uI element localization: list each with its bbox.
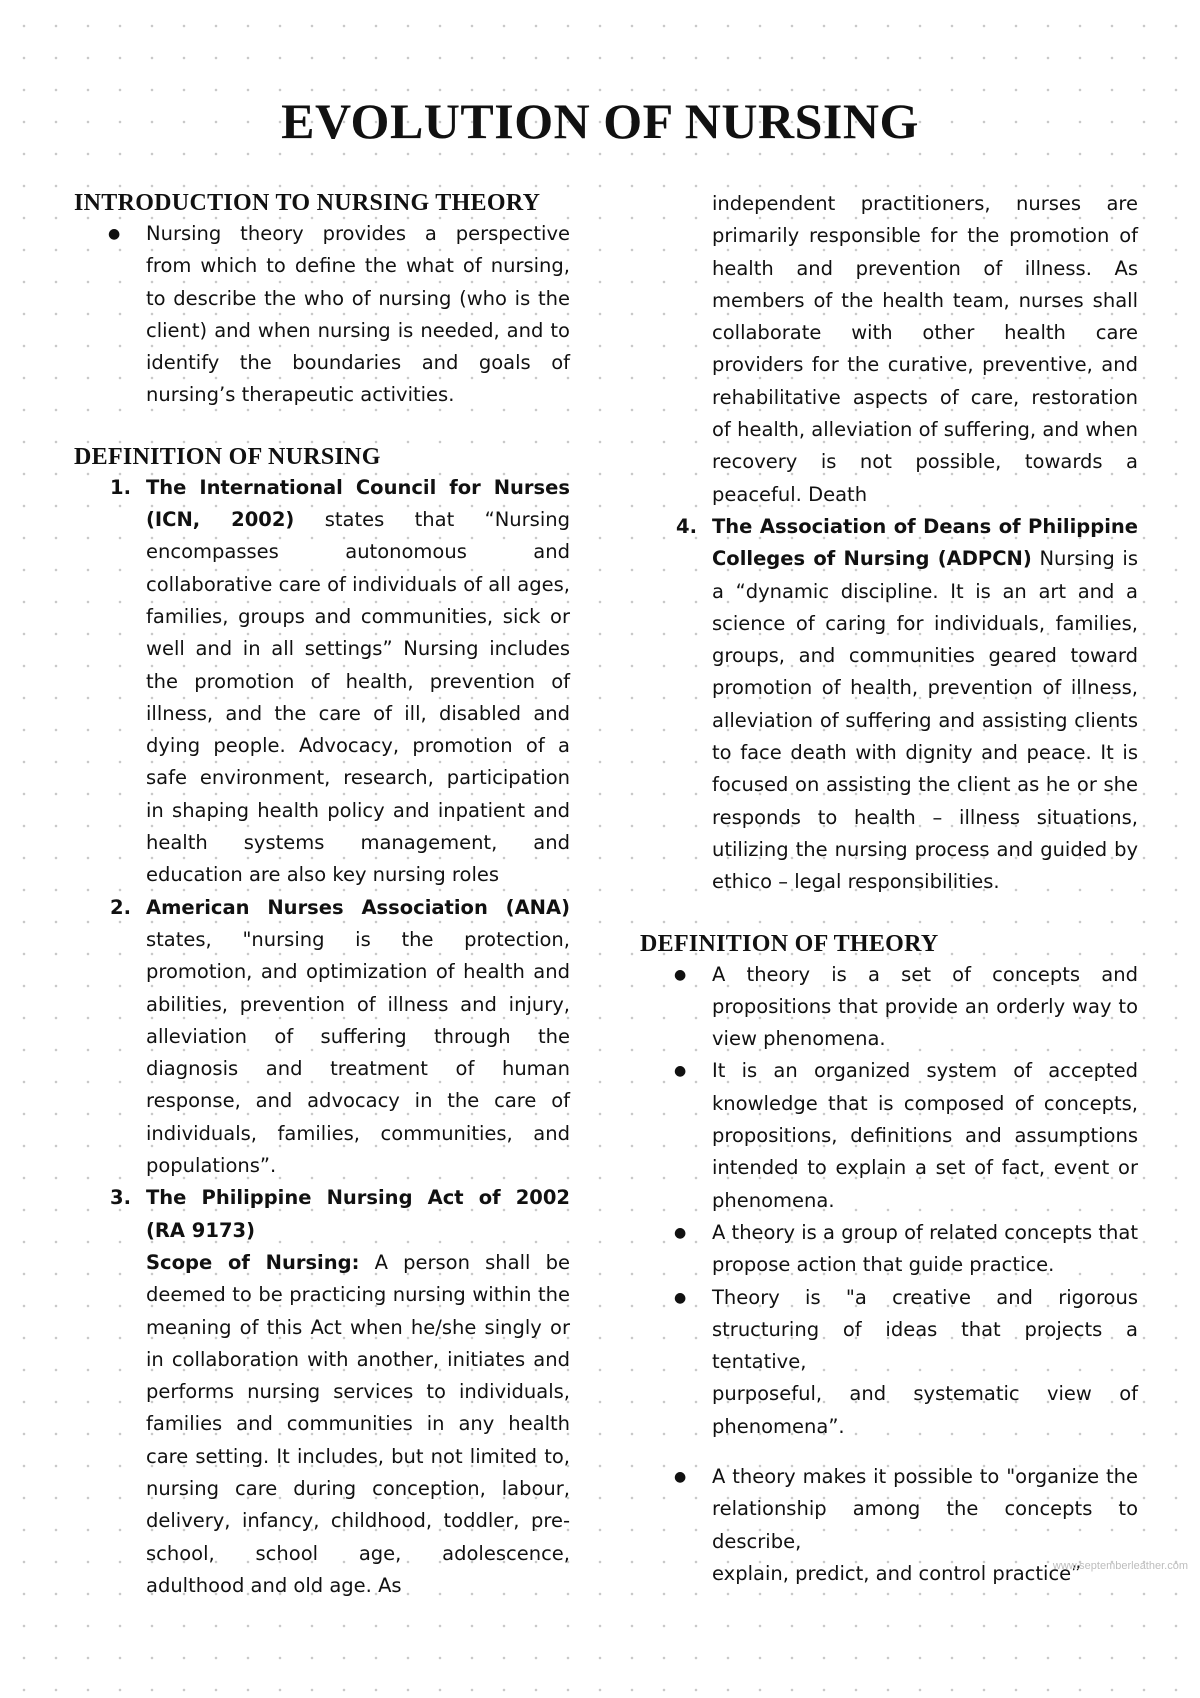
list-number: 3. <box>110 1186 131 1210</box>
definition-source: The Association of Deans of Philippine Colleges of Nursing (ADPCN) <box>712 514 1138 571</box>
definition-nursing-heading: DEFINITION OF NURSING <box>74 443 381 470</box>
list-number: 1. <box>110 475 131 499</box>
definition-text-continued: independent practitioners, nurses are primarily responsible for the promotion of health and prevention of illness. As members of the health team, nurses shall collaborate with other health care providers for the curative, preventive, and rehabilitative aspects of care, restoration of health, alleviation of suffering, and when recovery is not possible, towards a peaceful. Death <box>712 192 1138 506</box>
page-title: EVOLUTION OF NURSING <box>281 93 919 149</box>
definition-nursing-list <box>74 472 570 1602</box>
intro-bullet: ● Nursing theory provides a perspective from which to define the what of nursing, to describe the who of nursing (who is the client) and when nursing is needed, and to identify the boundaries and goals of nursing’s therapeutic activities. <box>74 218 570 412</box>
definition-theory-list <box>640 959 1138 1443</box>
theory-bullet-continuation: purposeful, and systematic view of phenomena”. <box>712 1382 1138 1438</box>
definition-text: states that “Nursing encompasses autonomous and collaborative care of individuals of all ages, families, groups and communities, sick or well and in all settings” Nursing includes the promotion of health, prevention of illness, and the care of ill, disabled and dying people. Advocacy, promotion of a safe environment, research, participation in shaping health policy and inpatient and health systems management, and education are also key nursing roles <box>146 508 570 887</box>
left-column <box>74 188 570 1602</box>
definition-source: The International Council for Nurses (ICN, 2002) <box>146 475 570 532</box>
theory-bullet-text: A theory makes it possible to "organize the relationship among the concepts to describe, <box>712 1464 1138 1553</box>
watermark: www.septemberleather.com <box>1052 1560 1188 1572</box>
definition-text: A person shall be deemed to be practicing nursing within the meaning of this Act when he/she singly or in collaboration with another, initiates and performs nursing services to individuals, families and communities in any health care setting. It includes, but not limited to, nursing care during conception, labour, delivery, infancy, childhood, toddler, pre-school, school age, adolescence, adulthood and old age. As <box>146 1250 570 1597</box>
theory-bullet: ● A theory is a set of concepts and propositions that provide an orderly way to view phenomena. <box>640 959 1138 1056</box>
definition-item-adpcn <box>640 511 1138 899</box>
definition-item-ana <box>74 892 570 1183</box>
theory-bullet: ● It is an organized system of accepted knowledge that is composed of concepts, propositions, definitions and assumptions intended to explain a set of fact, event or phenomena. <box>640 1055 1138 1216</box>
intro-bullet-list <box>74 218 570 412</box>
list-number: 4. <box>676 514 697 538</box>
definition-text: states, "nursing is the protection, promotion, and optimization of health and abilities, prevention of illness and injury, alleviation of suffering through the diagnosis and treatment of human response, and advocacy in the care of individuals, families, communities, and populations”. <box>146 927 570 1178</box>
theory-bullet: ● A theory is a group of related concepts that propose action that guide practice. <box>640 1217 1138 1282</box>
definition-text: Nursing is a “dynamic discipline. It is an art and a science of caring for individuals, families, groups, and communities geared toward promotion of health, prevention of illness, alleviation of suffering and assisting clients to face death with dignity and peace. It is focused on assisting the client as he or she responds to health – illness situations, utilizing the nursing process and guided by ethico – legal responsibilities. <box>712 547 1138 894</box>
definition-item-ra9173 <box>74 1182 570 1602</box>
intro-heading: INTRODUCTION TO NURSING THEORY <box>74 190 541 216</box>
definition-source: American Nurses Association (ANA) <box>146 895 570 919</box>
definition-nursing-list-continued <box>640 511 1138 899</box>
list-number: 2. <box>110 895 131 919</box>
definition-theory-heading: DEFINITION OF THEORY <box>640 930 939 957</box>
right-column <box>640 188 1138 1590</box>
definition-source: The Philippine Nursing Act of 2002 (RA 9173) <box>146 1186 570 1242</box>
scope-label: Scope of Nursing: <box>146 1250 360 1274</box>
theory-bullet-text: Theory is "a creative and rigorous structuring of ideas that projects a tentative, <box>712 1285 1138 1374</box>
definition-item-icn <box>74 472 570 892</box>
theory-bullet <box>640 1282 1138 1443</box>
theory-bullet-continuation: explain, predict, and control practice” <box>712 1561 1082 1585</box>
